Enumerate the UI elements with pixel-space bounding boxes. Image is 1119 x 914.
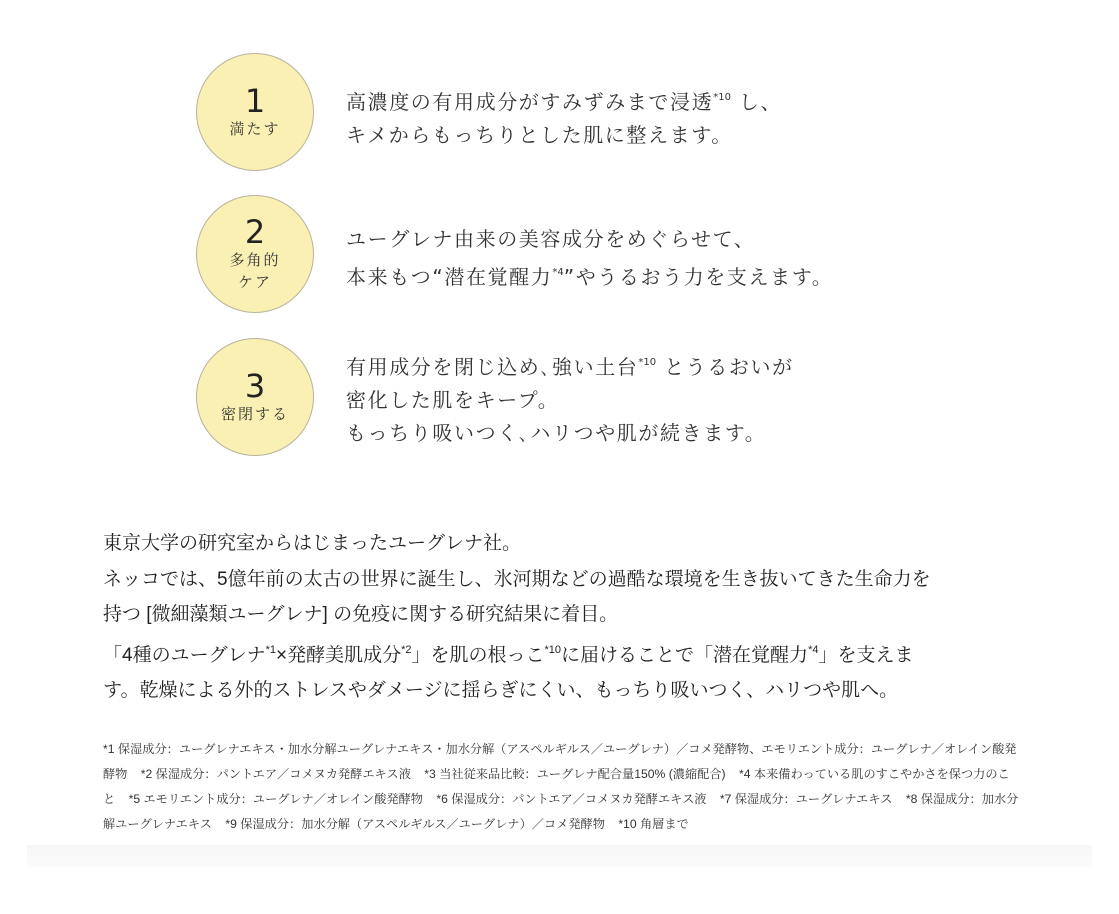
feature-description: [346, 223, 833, 294]
intro-line: 「4種のユーグレナ$^{*1}$×発酵美肌成分$^{*2}$」を肌の根っこ$^{*10}$に届けることで「潜在覚醒力$^{*4}$」を支えま: [103, 643, 914, 666]
feature-line: 高濃度の有用成分がすみずみまで浸透$^{*10}$ し、: [346, 90, 783, 114]
feature-block-3: [196, 338, 956, 460]
footnote-4: *4 本来備わっている肌のすこやかさを保つ力のこと: [103, 767, 1010, 806]
intro-line: す。乾燥による外的ストレスやダメージに揺らぎにくい、もっちり吸いつく、ハリつや肌へ。: [103, 680, 899, 701]
footnote-8: *8 保湿成分：加水分解ユーグレナエキス: [103, 792, 1019, 831]
intro-paragraph: [103, 526, 1023, 709]
feature-line: キメからもっちりとした肌に整えます。: [346, 123, 733, 147]
intro-line: ネッコでは、5億年前の太古の世界に誕生し、氷河期などの過酷な環境を生き抜いてきた生命力を: [103, 568, 931, 590]
feature-line: 本来もつ“潜在覚醒力$^{*4}$”やうるおう力を支えます。: [346, 265, 834, 289]
footnote-5: *5 エモリエント成分：ユーグレナ／オレイン酸発酵物: [128, 792, 423, 806]
feature-description: [346, 81, 782, 152]
footnote-ref: *2: [401, 643, 412, 656]
feature-label-line-2: ケア: [237, 273, 272, 291]
feature-block-1: [196, 53, 956, 175]
footnote-7: *7 保湿成分：ユーグレナエキス: [719, 792, 893, 806]
feature-block-2: [196, 195, 956, 317]
footnote-ref: *4: [552, 267, 564, 278]
footnote-ref: *4: [808, 643, 819, 656]
intro-line: 持つ [微細藻類ユーグレナ] の免疫に関する研究結果に着目。: [103, 604, 619, 625]
feature-badge-2: [196, 195, 314, 313]
footnote-3: *3 当社従来品比較：ユーグレナ配合量150% (濃縮配合): [424, 767, 726, 781]
feature-line: もっちり吸いつく､ハリつや肌が続きます。: [346, 421, 767, 445]
feature-line: 密化した肌をキープ。: [346, 388, 560, 412]
footnote-background-band: [27, 845, 1092, 867]
footnotes: [103, 737, 1023, 837]
feature-description: [346, 346, 794, 450]
feature-number: 2: [244, 213, 266, 251]
feature-number: 3: [244, 367, 266, 405]
footnote-ref: *10: [638, 357, 657, 368]
footnote-9: *9 保湿成分：加水分解（アスペルギルス／ユーグレナ）／コメ発酵物: [225, 817, 605, 831]
intro-line: 東京大学の研究室からはじまったユーグレナ社。: [103, 533, 522, 554]
feature-label: 満たす: [229, 120, 281, 138]
feature-line: 有用成分を閉じ込め､強い土台$^{*10}$ とうるおいが: [346, 355, 794, 379]
feature-badge-3: [196, 338, 314, 456]
footnote-ref: *10: [544, 643, 562, 656]
footnote-ref: *1: [265, 643, 276, 656]
footnote-10: *10 角層まで: [618, 817, 689, 831]
feature-number: 1: [244, 82, 266, 120]
feature-label: 密閉する: [220, 405, 289, 423]
footnote-2: *2 保湿成分：パントエア／コメヌカ発酵エキス液: [140, 767, 411, 781]
feature-line: ユーグレナ由来の美容成分をめぐらせて、: [346, 227, 756, 251]
feature-label-line-1: 多角的: [229, 251, 281, 269]
footnote-6: *6 保湿成分：パントエア／コメヌカ発酵エキス液: [436, 792, 707, 806]
footnote-1: *1 保湿成分：ユーグレナエキス・加水分解ユーグレナエキス・加水分解（アスペルギルス／ユーグレナ）／コメ発酵物、エモリエント成分：ユーグレナ／オレイン酸発酵物: [103, 742, 1017, 781]
footnote-ref: *10: [713, 92, 731, 103]
feature-badge-1: [196, 53, 314, 171]
